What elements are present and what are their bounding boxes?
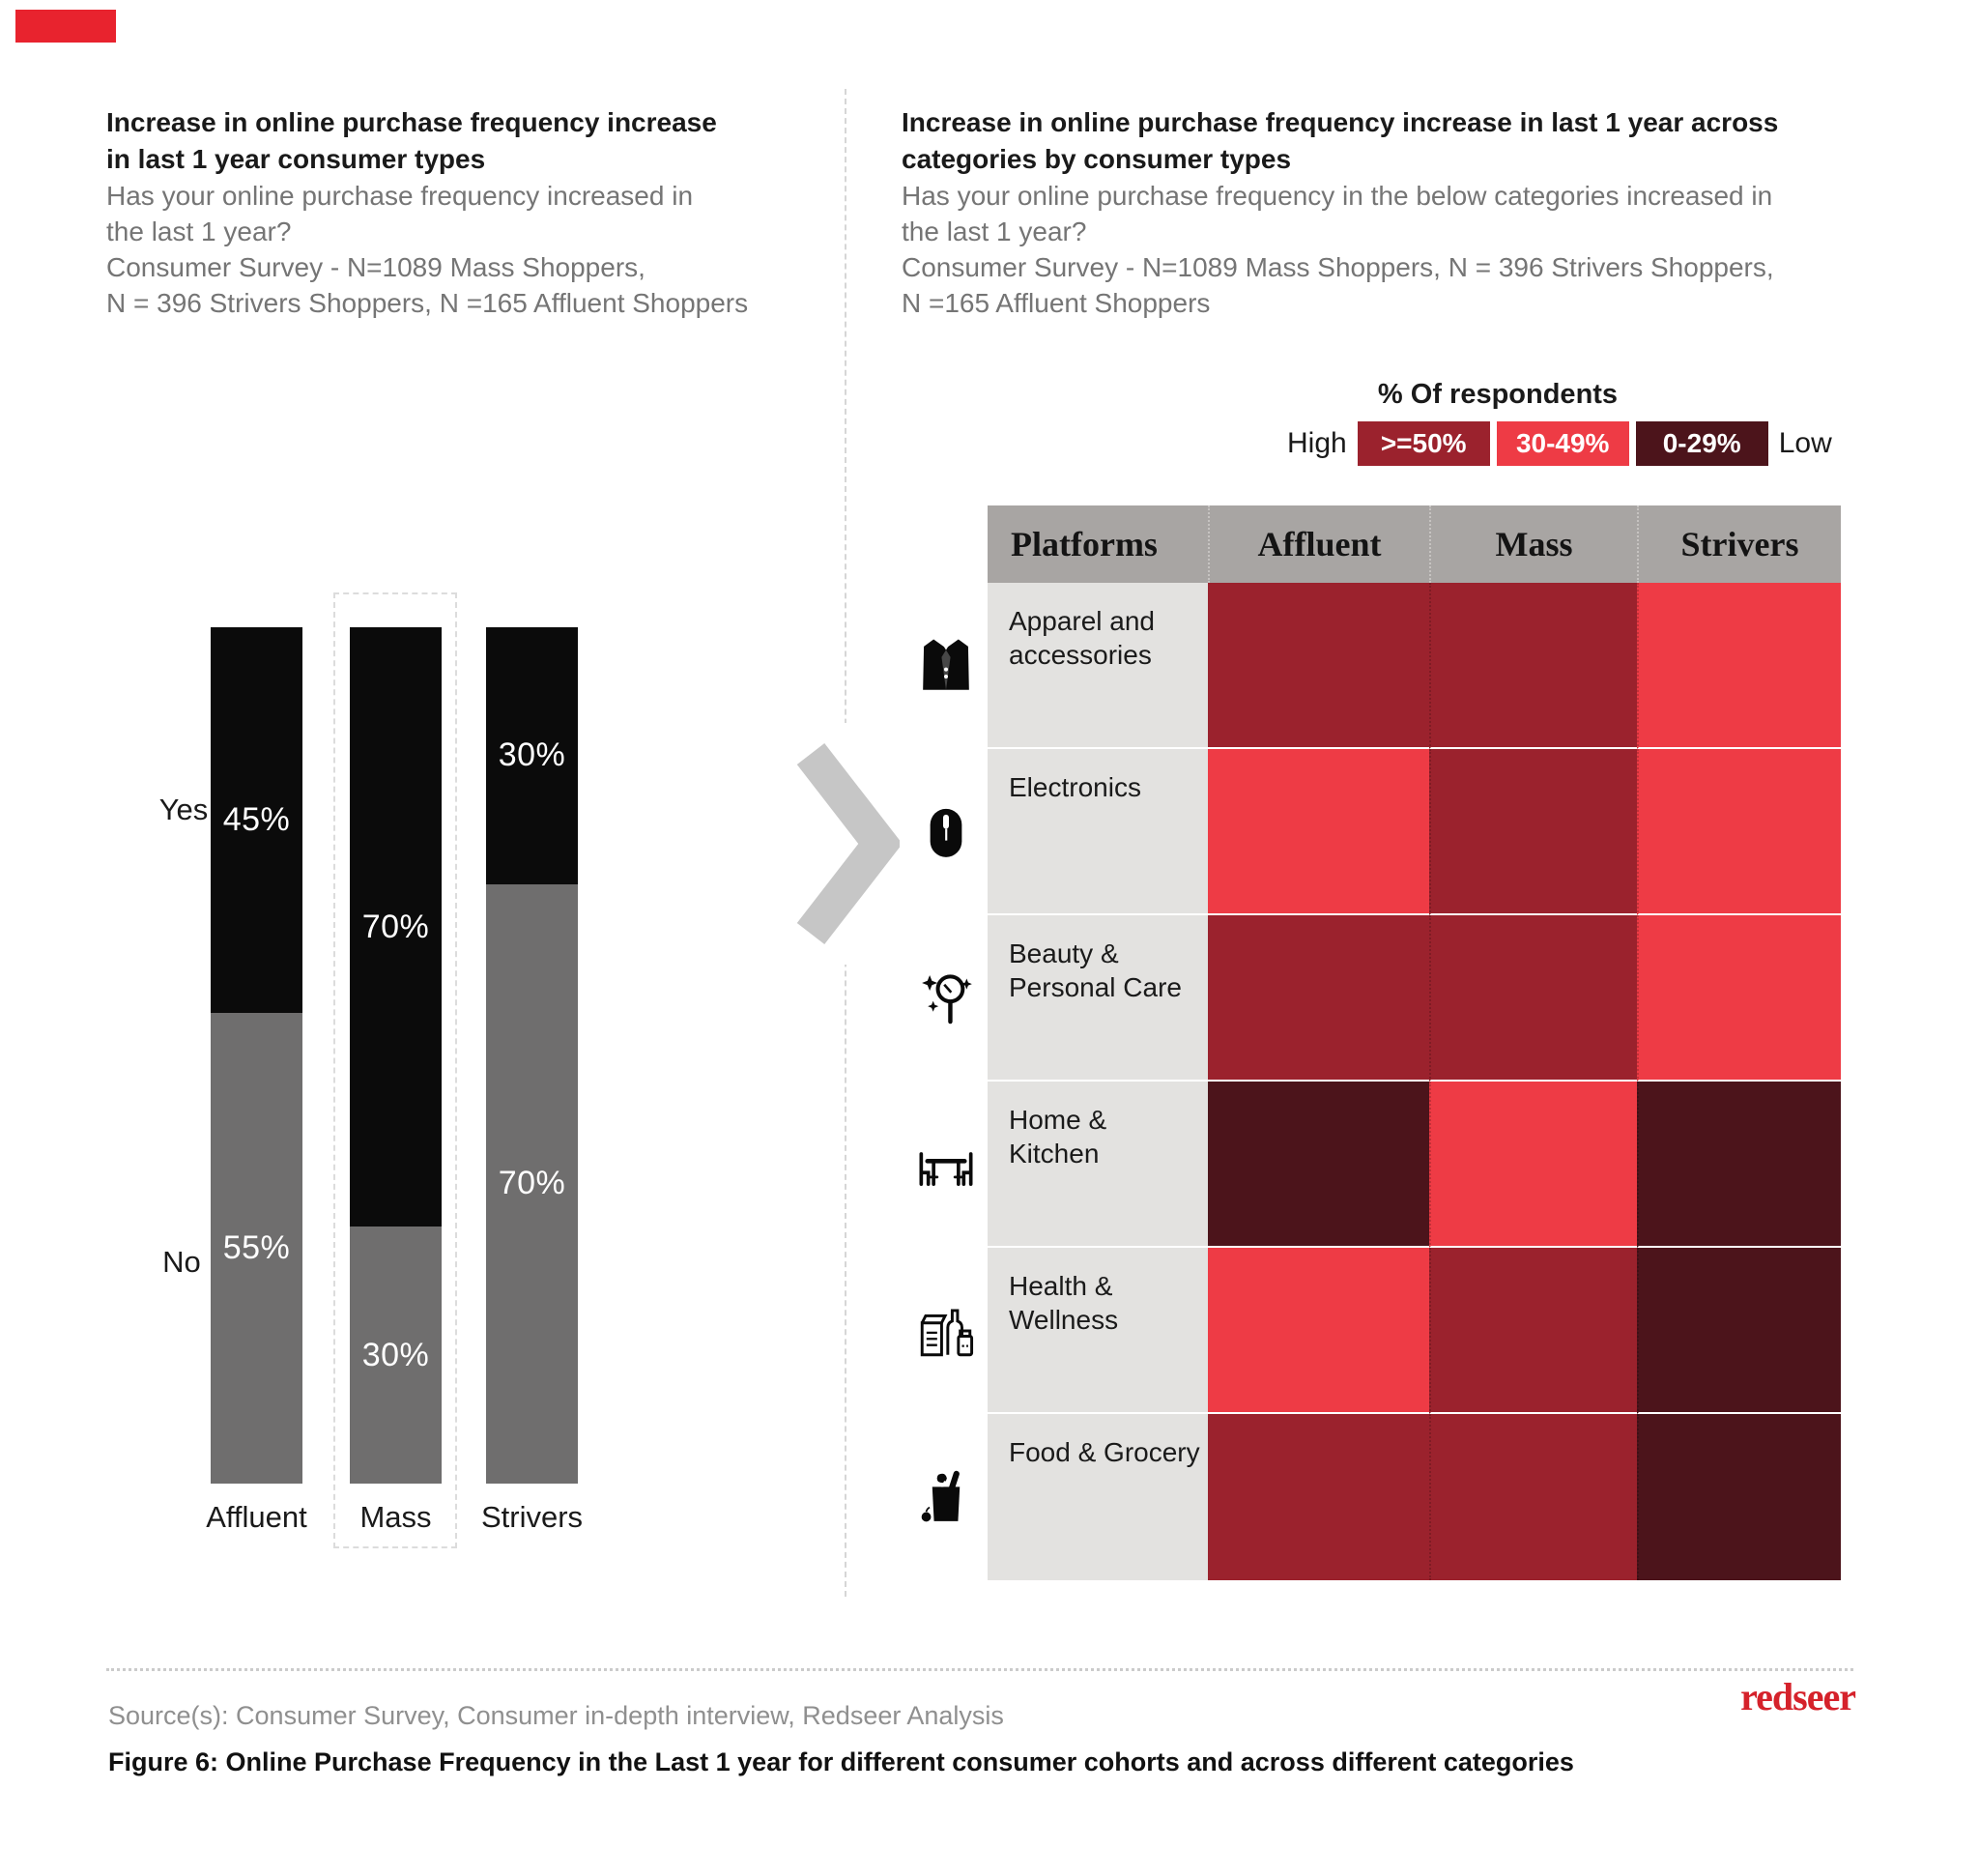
row-label: Apparel and accessories	[988, 583, 1208, 749]
heatmap-cell-4-mass	[1429, 1082, 1637, 1248]
chevron-right-icon	[785, 723, 910, 965]
dining-table-icon	[903, 1082, 988, 1248]
row-label: Health & Wellness	[988, 1248, 1208, 1414]
heatmap-cell-5-strivers	[1637, 1248, 1841, 1414]
right-chart-title	[902, 104, 1778, 178]
left-chart-title	[106, 104, 717, 178]
grocery-bag-icon	[903, 1414, 988, 1580]
right-sub-line3: Consumer Survey - N=1089 Mass Shoppers, N = 396 Strivers Shoppers,	[902, 252, 1774, 282]
bar-value-label: 55%	[222, 1228, 291, 1266]
bar-affluent	[211, 627, 302, 1484]
bar-value-label: 30%	[498, 736, 566, 774]
no-axis-label: No	[162, 1245, 201, 1279]
right-title-line1: Increase in online purchase frequency increase in last 1 year across	[902, 107, 1779, 137]
right-sub-line4: N =165 Affluent Shoppers	[902, 288, 1211, 318]
left-sub-line4: N = 396 Strivers Shoppers, N =165 Affluent Shoppers	[106, 288, 749, 318]
legend-high-label: High	[1287, 427, 1347, 459]
right-title-line2: categories by consumer types	[902, 144, 1292, 174]
blazer-icon	[903, 583, 988, 749]
heatmap-cell-2-affluent	[1208, 749, 1429, 915]
bar-value-label: 30%	[361, 1336, 430, 1373]
category-label-mass: Mass	[359, 1500, 432, 1534]
column-header-mass: Mass	[1429, 505, 1637, 583]
right-chart-subtitle	[902, 178, 1774, 321]
heatmap-cell-3-strivers	[1637, 915, 1841, 1082]
mirror-icon	[903, 915, 988, 1082]
heatmap-cell-1-mass	[1429, 583, 1637, 749]
bar-value-label: 70%	[361, 908, 430, 945]
left-sub-line2: the last 1 year?	[106, 216, 292, 246]
row-label: Food & Grocery	[988, 1414, 1208, 1580]
heatmap-cell-4-strivers	[1637, 1082, 1841, 1248]
left-title-line2: in last 1 year consumer types	[106, 144, 486, 174]
bar-segment-yes-strivers	[486, 627, 578, 884]
heatmap-cell-6-strivers	[1637, 1414, 1841, 1580]
bar-strivers	[486, 627, 578, 1484]
left-chart-subtitle	[106, 178, 748, 321]
right-sub-line2: the last 1 year?	[902, 216, 1087, 246]
yes-axis-label: Yes	[158, 793, 209, 826]
redseer-logo: redseer	[1740, 1675, 1855, 1718]
bar-segment-no-strivers	[486, 884, 578, 1484]
brand-accent-tab	[15, 10, 116, 43]
row-label: Home & Kitchen	[988, 1082, 1208, 1248]
category-label-strivers: Strivers	[480, 1500, 584, 1534]
header-spacer	[903, 505, 988, 583]
category-label-affluent: Affluent	[206, 1500, 307, 1534]
heatmap-cell-2-strivers	[1637, 749, 1841, 915]
heatmap-cell-1-strivers	[1637, 583, 1841, 749]
category-heatmap-table	[903, 505, 1841, 1580]
column-header-affluent: Affluent	[1208, 505, 1429, 583]
bar-value-label: 70%	[498, 1165, 566, 1202]
bar-segment-no-mass	[350, 1227, 442, 1484]
left-sub-line3: Consumer Survey - N=1089 Mass Shoppers,	[106, 252, 645, 282]
heatmap-cell-5-affluent	[1208, 1248, 1429, 1414]
heatmap-cell-6-mass	[1429, 1414, 1637, 1580]
bar-segment-yes-mass	[350, 627, 442, 1227]
bar-segment-yes-affluent	[211, 627, 302, 1013]
wellness-bottles-icon	[903, 1248, 988, 1414]
heatmap-cell-6-affluent	[1208, 1414, 1429, 1580]
heatmap-cell-2-mass	[1429, 749, 1637, 915]
legend-swatches	[1358, 421, 1768, 466]
legend	[1287, 421, 1832, 466]
source-note: Source(s): Consumer Survey, Consumer in-depth interview, Redseer Analysis	[108, 1701, 1004, 1730]
bar-value-label: 45%	[222, 800, 291, 838]
heatmap-cell-4-affluent	[1208, 1082, 1429, 1248]
heatmap-cell-1-affluent	[1208, 583, 1429, 749]
footer-divider	[106, 1668, 1853, 1671]
legend-bucket-mid: 30-49%	[1497, 421, 1629, 466]
legend-bucket-high: >=50%	[1358, 421, 1490, 466]
row-label: Beauty & Personal Care	[988, 915, 1208, 1082]
mouse-icon	[903, 749, 988, 915]
left-title-line1: Increase in online purchase frequency increase	[106, 107, 717, 137]
legend-title: % Of respondents	[1377, 379, 1619, 410]
figure-caption: Figure 6: Online Purchase Frequency in the Last 1 year for different consumer cohorts and across different categories	[108, 1747, 1574, 1776]
heatmap-cell-3-mass	[1429, 915, 1637, 1082]
bar-segment-no-affluent	[211, 1013, 302, 1484]
platforms-header: Platforms	[988, 505, 1208, 583]
heatmap-cell-3-affluent	[1208, 915, 1429, 1082]
legend-low-label: Low	[1778, 427, 1832, 459]
legend-bucket-low: 0-29%	[1636, 421, 1768, 466]
heatmap-cell-5-mass	[1429, 1248, 1637, 1414]
right-sub-line1: Has your online purchase frequency in the below categories increased in	[902, 181, 1773, 211]
left-sub-line1: Has your online purchase frequency increased in	[106, 181, 694, 211]
row-label: Electronics	[988, 749, 1208, 915]
bar-mass	[350, 627, 442, 1484]
column-header-strivers: Strivers	[1637, 505, 1841, 583]
